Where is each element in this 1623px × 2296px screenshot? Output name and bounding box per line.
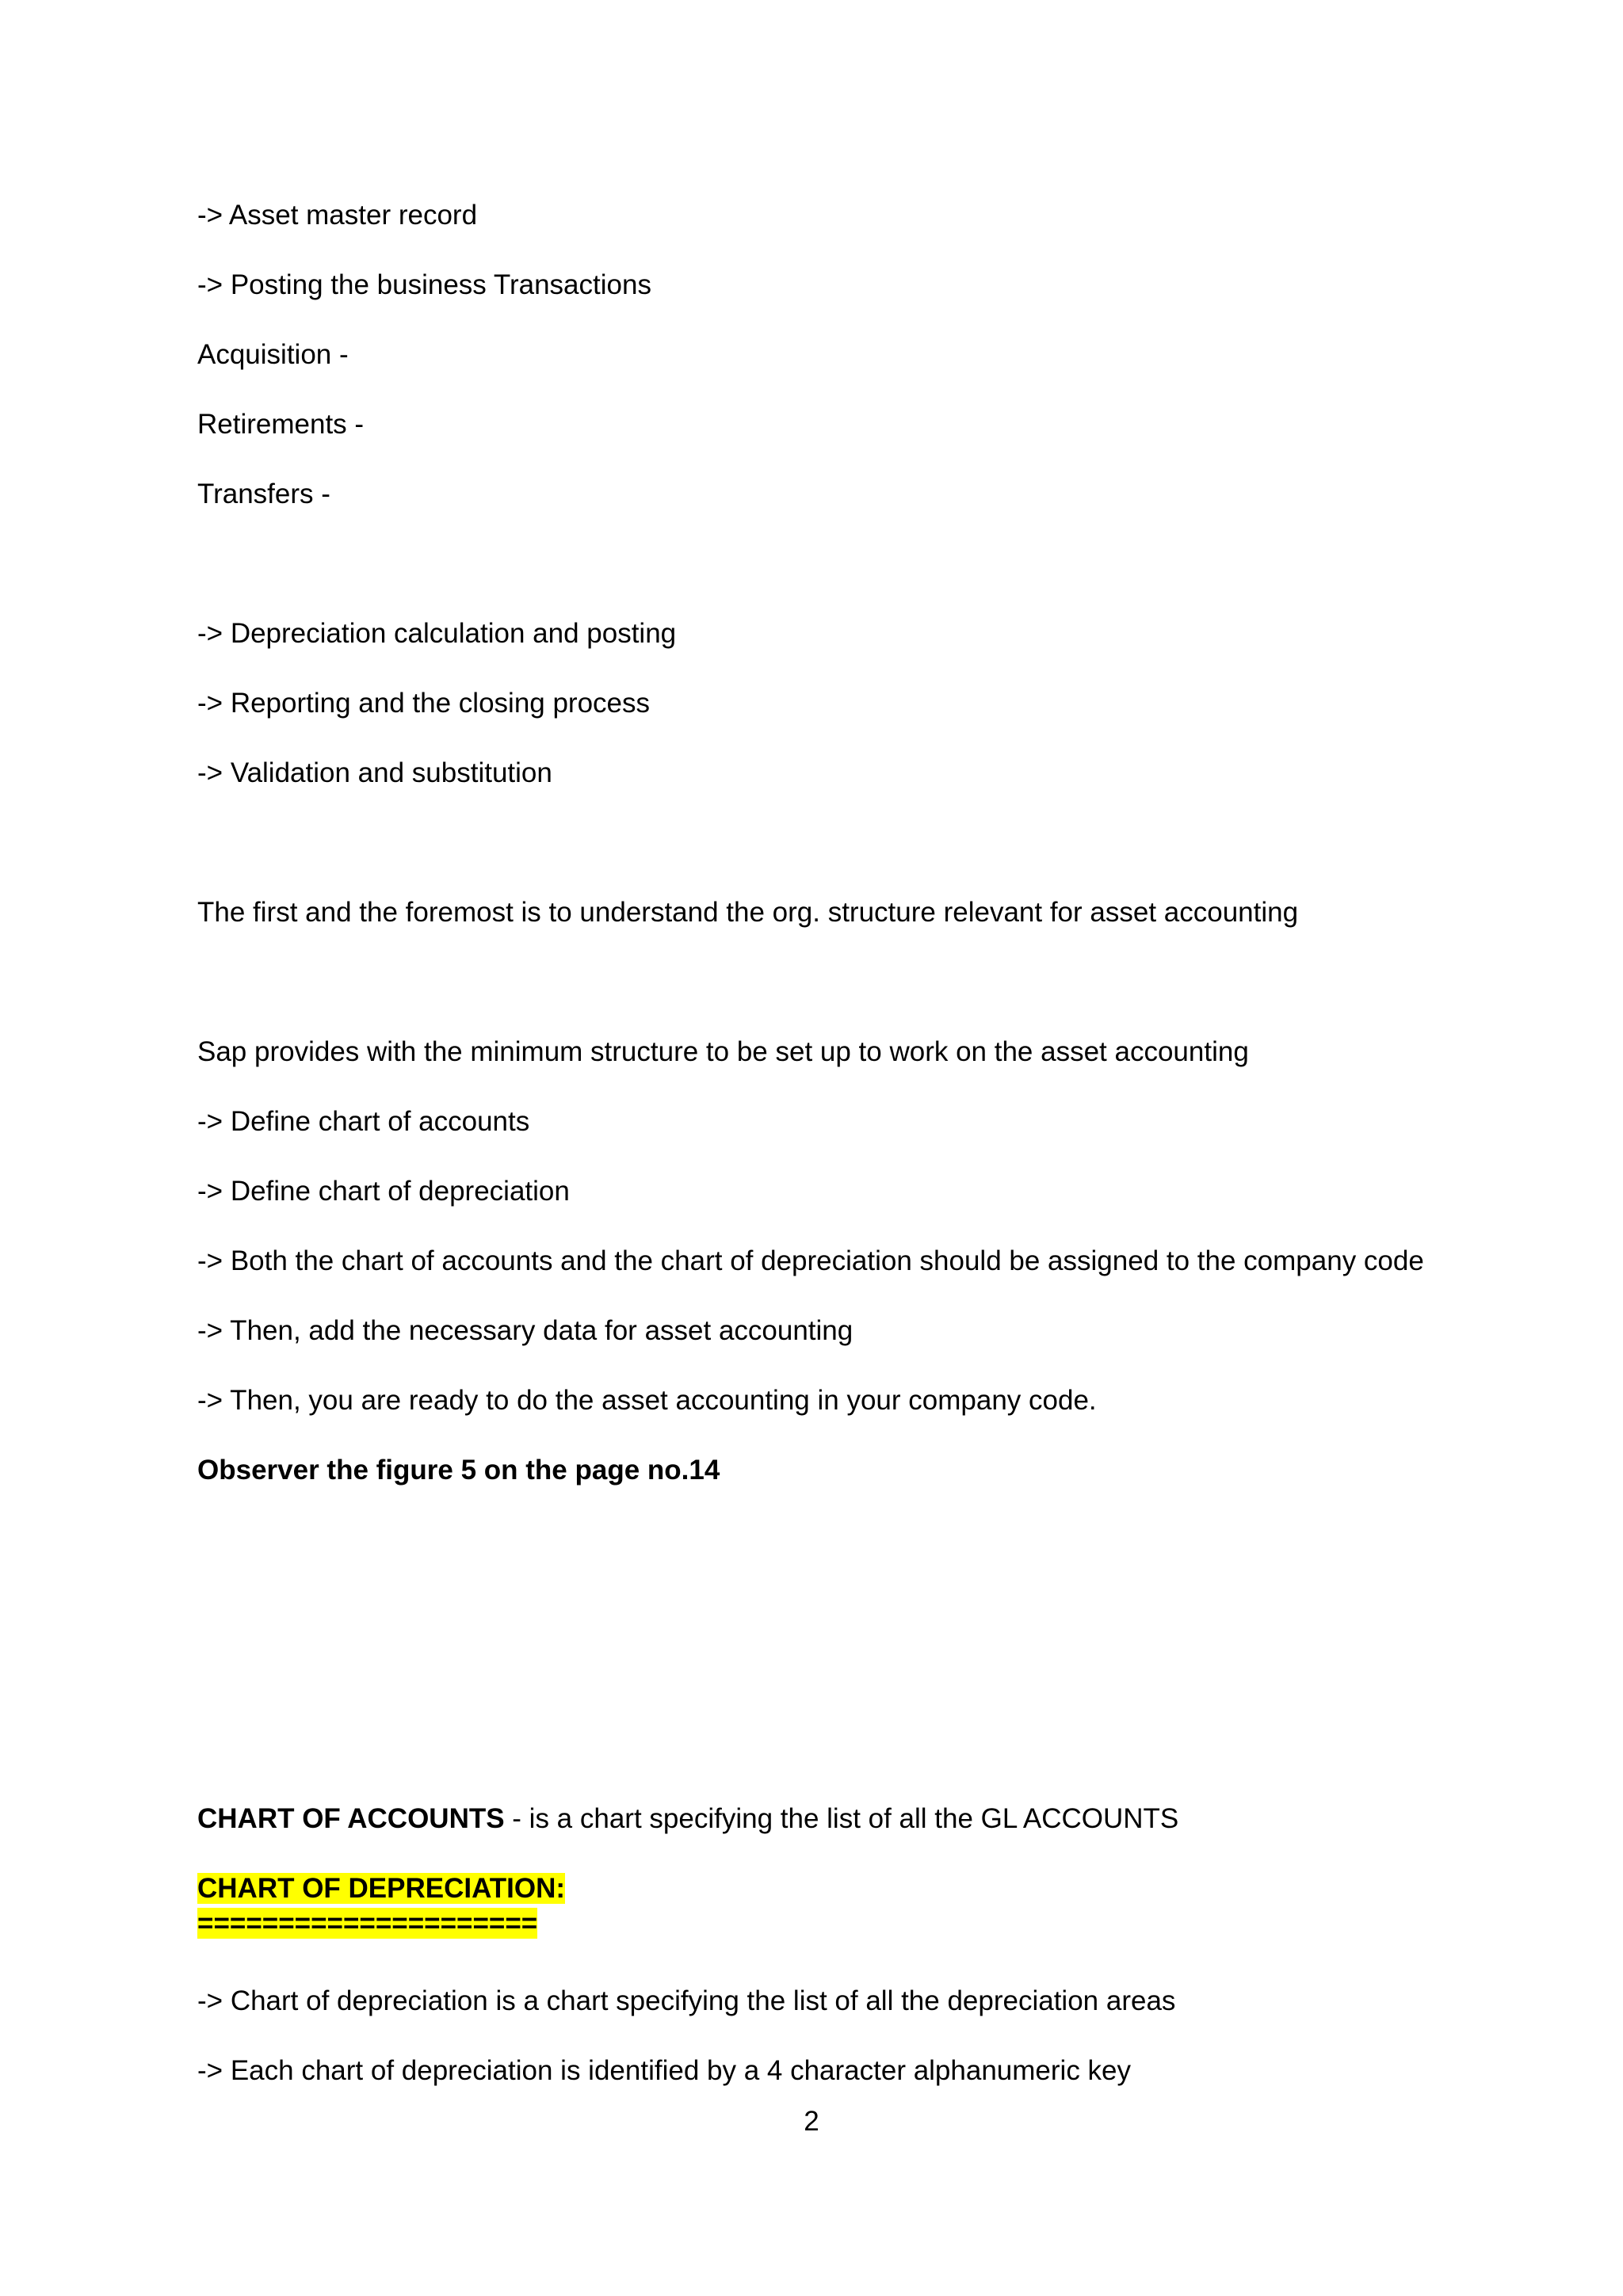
text-line-define-chart-depreciation: -> Define chart of depreciation — [197, 1176, 570, 1207]
chart-of-depreciation-heading — [197, 1871, 565, 1906]
text-line-assign-company-code: -> Both the chart of accounts and the chart of depreciation should be assigned to the company code — [197, 1245, 1424, 1276]
text-line-ready-asset-accounting: -> Then, you are ready to do the asset accounting in your company code. — [197, 1385, 1097, 1416]
text-line-reporting-closing: -> Reporting and the closing process — [197, 688, 651, 719]
paragraph-org-structure: The first and the foremost is to understand the org. structure relevant for asset accounting — [197, 897, 1299, 928]
text-line-depreciation-posting: -> Depreciation calculation and posting — [197, 618, 677, 649]
text-line-transfers: Transfers - — [197, 479, 330, 509]
text-line-define-chart-accounts: -> Define chart of accounts — [197, 1106, 530, 1137]
chart-of-depreciation-highlighted-heading: CHART OF DEPRECIATION: — [197, 1873, 566, 1904]
text-line-alphanumeric-key: -> Each chart of depreciation is identified by a 4 character alphanumeric key — [197, 2055, 1132, 2086]
text-line-posting-transactions: -> Posting the business Transactions — [197, 269, 651, 300]
text-line-add-necessary-data: -> Then, add the necessary data for asset accounting — [197, 1315, 854, 1346]
text-line-chart-depreciation-areas: -> Chart of depreciation is a chart specifying the list of all the depreciation areas — [197, 1985, 1176, 2016]
text-line-asset-master-record: -> Asset master record — [197, 200, 478, 231]
chart-of-accounts-term: CHART OF ACCOUNTS — [197, 1803, 505, 1834]
paragraph-sap-minimum-structure: Sap provides with the minimum structure to be set up to work on the asset accounting — [197, 1036, 1249, 1067]
text-line-validation-substitution: -> Validation and substitution — [197, 757, 552, 788]
text-line-observe-figure: Observer the figure 5 on the page no.14 — [197, 1455, 720, 1486]
chart-of-accounts-description: - is a chart specifying the list of all the GL ACCOUNTS — [504, 1803, 1179, 1834]
heading-underline — [197, 1906, 537, 1941]
text-line-retirements: Retirements - — [197, 409, 365, 440]
page-number: 2 — [804, 2106, 819, 2137]
heading-underline-equals: ===================== — [197, 1908, 538, 1939]
text-line-acquisition: Acquisition - — [197, 339, 349, 370]
chart-of-accounts-definition — [197, 1802, 1178, 1836]
